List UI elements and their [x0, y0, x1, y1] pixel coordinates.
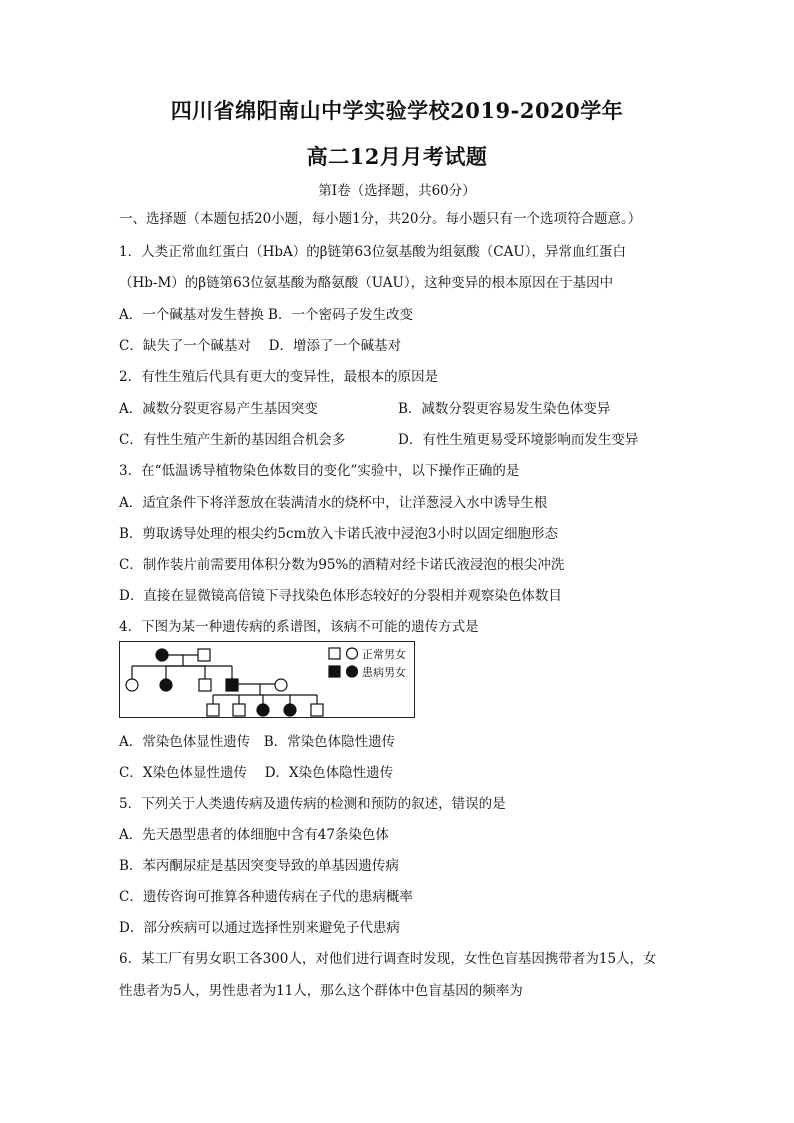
q5-option-c: C．遗传咨询可推算各种遗传病在子代的患病概率	[119, 889, 413, 905]
legend-affected-label: 患病男女	[362, 666, 406, 679]
normal-male-symbol	[311, 704, 323, 716]
legend-affected-female-symbol	[347, 666, 358, 677]
q4-stem: 4．下图为某一种遗传病的系谱图，该病不可能的遗传方式是	[119, 619, 479, 635]
affected-male-symbol	[226, 679, 238, 691]
affected-female-symbol	[160, 679, 172, 691]
normal-male-symbol	[233, 704, 245, 716]
q1-stem-line1: 1．人类正常血红蛋白（HbA）的β链第63位氨基酸为组氨酸（CAU），异常血红蛋白	[119, 244, 626, 260]
q5-option-b: B．苯丙酮尿症是基因突变导致的单基因遗传病	[119, 858, 399, 874]
q3-stem: 3．在“低温诱导植物染色体数目的变化”实验中，以下操作正确的是	[119, 463, 520, 479]
legend-normal-label: 正常男女	[362, 648, 406, 661]
pedigree-svg	[120, 642, 414, 717]
legend-normal-male-symbol	[329, 648, 340, 659]
affected-female-symbol	[284, 704, 296, 716]
affected-female-symbol	[156, 649, 168, 661]
q2-option-c: C．有性生殖产生新的基因组合机会多	[119, 432, 346, 448]
q3-option-a: A．适宜条件下将洋葱放在装满清水的烧杯中，让洋葱浸入水中诱导生根	[119, 495, 548, 511]
q1-options-cd: C．缺失了一个碱基对 D．增添了一个碱基对	[119, 338, 401, 354]
q6-stem-line1: 6．某工厂有男女职工各300人，对他们进行调查时发现，女性色盲基因携带者为15人，女	[119, 951, 657, 967]
q5-option-a: A．先天愚型患者的体细胞中含有47条染色体	[119, 827, 389, 843]
q3-option-b: B．剪取诱导处理的根尖约5cm放入卡诺氏液中浸泡3小时以固定细胞形态	[119, 526, 558, 542]
normal-male-symbol	[198, 649, 210, 661]
q2-option-d: D．有性生殖更易受环境影响而发生变异	[398, 432, 639, 448]
exam-title-line2: 高二12月月考试题	[306, 144, 488, 169]
q1-options-ab: A．一个碱基对发生替换 B．一个密码子发生改变	[119, 307, 413, 323]
normal-male-symbol	[199, 679, 211, 691]
q2-option-a: A．减数分裂更容易产生基因突变	[119, 401, 318, 417]
q4-options-ab: A．常染色体显性遗传 B．常染色体隐性遗传	[119, 734, 396, 750]
q5-stem: 5．下列关于人类遗传病及遗传病的检测和预防的叙述，错误的是	[119, 796, 506, 812]
pedigree-chart	[119, 641, 415, 718]
q2-option-b: B．减数分裂更容易发生染色体变异	[398, 401, 611, 417]
section-heading: 第Ⅰ卷（选择题，共60分）	[318, 183, 476, 199]
q4-options-cd: C．X染色体显性遗传 D．X染色体隐性遗传	[119, 765, 394, 781]
section-instruction: 一、选择题（本题包括20小题，每小题1分，共20分。每小题只有一个选项符合题意。）	[119, 211, 642, 227]
q6-stem-line2: 性患者为5人，男性患者为11人，那么这个群体中色盲基因的频率为	[119, 983, 523, 999]
legend-affected-male-symbol	[329, 666, 340, 677]
q3-option-d: D．直接在显微镜高倍镜下寻找染色体形态较好的分裂相并观察染色体数目	[119, 588, 562, 604]
q3-option-c: C．制作装片前需要用体积分数为95%的酒精对经卡诺氏液浸泡的根尖冲洗	[119, 557, 565, 573]
normal-male-symbol	[207, 704, 219, 716]
q2-stem: 2．有性生殖后代具有更大的变异性，最根本的原因是	[119, 369, 439, 385]
normal-female-symbol	[126, 679, 138, 691]
q1-stem-line2: （Hb-M）的β链第63位氨基酸为酪氨酸（UAU），这种变异的根本原因在于基因中	[119, 275, 614, 291]
exam-title-line1: 四川省绵阳南山中学实验学校2019-2020学年	[170, 98, 624, 123]
q5-option-d: D．部分疾病可以通过选择性别来避免子代患病	[119, 920, 400, 936]
affected-female-symbol	[257, 704, 269, 716]
legend-normal-female-symbol	[347, 648, 358, 659]
normal-female-symbol	[275, 679, 287, 691]
